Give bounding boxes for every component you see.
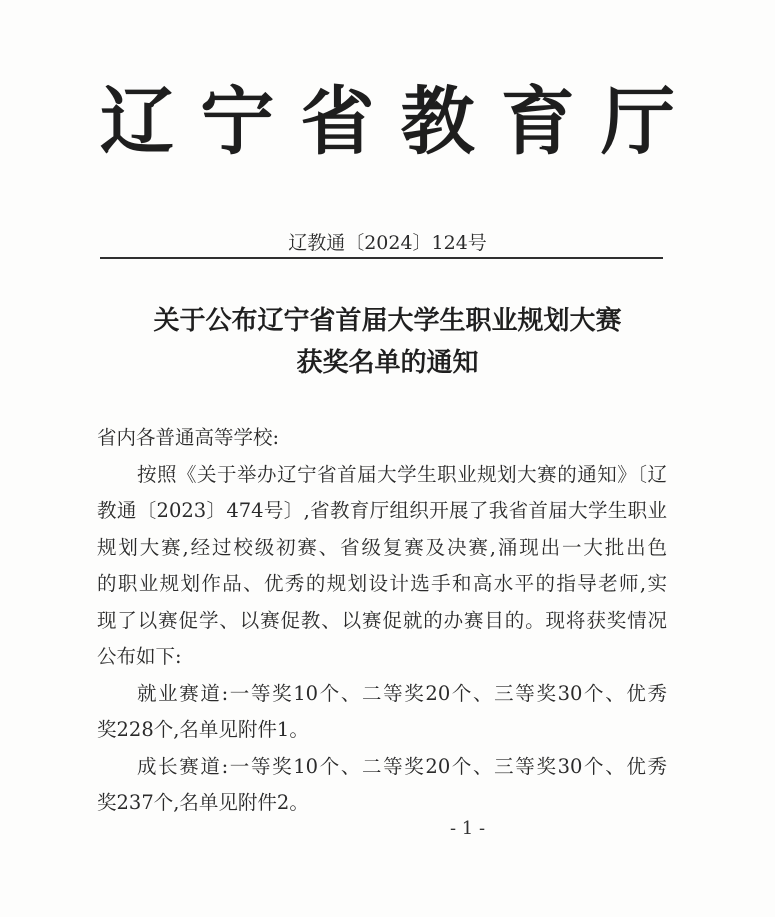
text-line: 按照《关于举办辽宁省首届大学生职业规划大赛的通知》〔辽	[137, 462, 667, 486]
document-number: 辽教通〔2024〕124号	[288, 232, 487, 254]
text-line: 奖228个,名单见附件1。	[97, 718, 309, 741]
issuer-char: 教	[400, 79, 475, 165]
header-divider	[100, 257, 663, 259]
text-line: 公布如下:	[97, 645, 182, 668]
issuer-heading	[100, 72, 675, 172]
title-line: 关于公布辽宁省首届大学生职业规划大赛	[153, 306, 622, 336]
issuer-char: 省	[300, 79, 375, 165]
text-line: 现了以赛促学、以赛促教、以赛促就的办赛目的。现将获奖情况	[97, 608, 667, 632]
document-title	[0, 300, 775, 384]
paragraph-intro	[97, 457, 667, 676]
text-line: 成长赛道:一等奖10个、二等奖20个、三等奖30个、优秀	[137, 754, 667, 778]
text-line: 教通〔2023〕474号〕,省教育厅组织开展了我省首届大学生职业	[97, 499, 667, 522]
document-body	[97, 420, 667, 822]
issuer-char: 辽	[100, 79, 174, 165]
paragraph-employment-track	[97, 676, 667, 749]
text-line: 规划大赛,经过校级初赛、省级复赛及决赛,涌现出一大批出色	[97, 535, 667, 559]
issuer-char: 育	[500, 79, 575, 165]
page-number: - 1 -	[449, 818, 486, 839]
paragraph-growth-track	[97, 749, 667, 822]
title-line: 获奖名单的通知	[296, 348, 479, 378]
text-line: 就业赛道:一等奖10个、二等奖20个、三等奖30个、优秀	[137, 681, 667, 705]
issuer-char: 厅	[600, 79, 675, 165]
salutation: 省内各普通高等学校:	[97, 426, 280, 449]
text-line: 奖237个,名单见附件2。	[97, 791, 309, 814]
text-line: 的职业规划作品、优秀的规划设计选手和高水平的指导老师,实	[97, 572, 667, 595]
issuer-char: 宁	[200, 79, 275, 165]
